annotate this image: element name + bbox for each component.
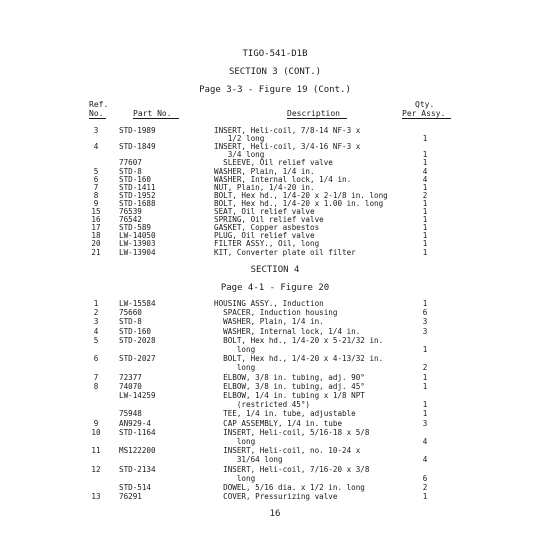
description: WASHER, Plain, 1/4 in. xyxy=(214,166,315,176)
part-number: 76539 xyxy=(119,207,142,216)
quantity: 2 xyxy=(422,190,428,200)
part-number: STD-8 xyxy=(119,166,142,176)
ref-number: 11 xyxy=(91,446,101,456)
table-row xyxy=(0,345,550,354)
ref-number: 20 xyxy=(91,239,101,249)
table-row xyxy=(0,474,550,483)
figure-heading: Page 3-3 - Figure 19 (Cont.) xyxy=(199,85,351,95)
ref-number: 4 xyxy=(93,326,99,336)
ref-number: 8 xyxy=(93,381,99,391)
quantity: 1 xyxy=(422,198,428,208)
quantity: 1 xyxy=(422,492,428,502)
table-row xyxy=(0,299,550,308)
quantity: 2 xyxy=(422,483,428,492)
table-row xyxy=(0,446,550,455)
description: INSERT, Heli-coil, 5/16-18 x 5/8 xyxy=(214,427,370,437)
table-row xyxy=(0,455,550,464)
ref-number: 8 xyxy=(93,190,99,200)
part-number: 76291 xyxy=(119,492,142,502)
part-number: STD-1411 xyxy=(119,182,156,192)
description: CAP ASSEMBLY, 1/4 in. tube xyxy=(214,418,343,428)
part-number: STD-1849 xyxy=(119,142,156,152)
description: SPRING, Oil relief valve xyxy=(214,215,324,225)
section-heading: SECTION 4 xyxy=(250,265,300,275)
description: TEE, 1/4 in. tube, adjustable xyxy=(214,409,356,419)
description: COVER, Pressurizing valve xyxy=(214,492,338,502)
ref-number: 5 xyxy=(93,166,99,176)
partno-header-underline xyxy=(133,118,179,119)
ref-number: 17 xyxy=(91,223,101,233)
part-number: MS122200 xyxy=(119,446,156,456)
quantity: 1 xyxy=(422,372,428,382)
quantity: 1 xyxy=(422,150,428,160)
part-number: 72377 xyxy=(119,372,142,382)
ref-number: 2 xyxy=(93,308,99,318)
part-number: STD-1952 xyxy=(119,190,156,200)
ref-number: 7 xyxy=(93,182,99,192)
description: BOLT, Hex hd., 1/4-20 x 1.00 in. long xyxy=(214,198,384,208)
quantity: 1 xyxy=(422,239,428,249)
ref-number: 6 xyxy=(93,174,99,184)
quantity: 1 xyxy=(422,182,428,192)
quantity: 1 xyxy=(422,345,428,354)
description: long xyxy=(214,437,256,446)
description: PLUG, Oil relief valve xyxy=(214,231,315,241)
part-number: LW-15584 xyxy=(119,299,156,308)
quantity: 6 xyxy=(422,308,428,318)
part-number: 76542 xyxy=(119,215,142,225)
table-row xyxy=(0,373,550,382)
section-heading: SECTION 3 (CONT.) xyxy=(228,67,322,77)
part-number: STD-160 xyxy=(119,174,152,184)
table-row xyxy=(0,465,550,474)
quantity: 1 xyxy=(422,207,428,216)
part-number: LW-13904 xyxy=(119,247,156,257)
quantity: 4 xyxy=(422,455,428,465)
table-row xyxy=(0,391,550,400)
description: 31/64 long xyxy=(214,455,283,465)
table-row xyxy=(0,483,550,492)
part-number: 75948 xyxy=(119,409,142,419)
quantity: 3 xyxy=(422,326,428,336)
description: BOLT, Hex hd., 1/4-20 x 2-1/8 in. long xyxy=(214,190,388,200)
quantity: 3 xyxy=(422,317,428,327)
ref-number: 12 xyxy=(91,464,101,474)
ref-header-underline xyxy=(89,118,106,119)
description: WASHER, Internal lock, 1/4 in. xyxy=(214,174,352,184)
description: INSERT, Heli-coil, 7/8-14 NF-3 x xyxy=(214,126,361,135)
part-number: 75660 xyxy=(119,308,142,318)
part-number: LW-14050 xyxy=(119,231,156,241)
quantity: 1 xyxy=(422,134,428,144)
part-number: STD-1688 xyxy=(119,198,156,208)
ref-number: 4 xyxy=(93,142,99,152)
part-number: LW-14259 xyxy=(119,391,156,400)
table-row xyxy=(0,437,550,446)
quantity: 4 xyxy=(422,174,428,184)
ref-number: 7 xyxy=(93,372,99,382)
part-number: STD-160 xyxy=(119,326,152,336)
description: INSERT, Heli-coil, 7/16-20 x 3/8 xyxy=(214,464,370,474)
description-header-underline xyxy=(287,118,347,119)
description: DOWEL, 5/16 dia. x 1/2 in. long xyxy=(214,483,365,492)
ref-number: 9 xyxy=(93,418,99,428)
description: GASKET, Copper asbestos xyxy=(214,223,320,233)
quantity: 1 xyxy=(422,409,428,419)
quantity: 1 xyxy=(422,223,428,233)
ref-number: 9 xyxy=(93,198,99,208)
description: ELBOW, 1/4 in. tubing x 1/8 NPT xyxy=(214,391,365,400)
description: 1/2 long xyxy=(214,134,265,144)
document-code: TIGO-541-D1B xyxy=(242,49,308,59)
table-row xyxy=(0,400,550,409)
description: FILTER ASSY., Oil, long xyxy=(214,239,320,249)
ref-number: 21 xyxy=(91,247,101,257)
table-row xyxy=(0,382,550,391)
ref-number: 5 xyxy=(93,335,99,345)
description: HOUSING ASSY., Induction xyxy=(214,299,324,308)
description: BOLT, Hex hd., 1/4-20 x 5-21/32 in. xyxy=(214,335,384,345)
quantity: 4 xyxy=(422,437,428,446)
part-number: AN929-4 xyxy=(119,418,152,428)
description: ELBOW, 3/8 in. tubing, adj. 45° xyxy=(214,381,365,391)
description: 3/4 long xyxy=(214,150,265,160)
table-row xyxy=(0,428,550,437)
quantity: 1 xyxy=(422,299,428,308)
table-row xyxy=(0,327,550,336)
description-header: Description xyxy=(287,109,340,118)
description: INSERT, Heli-coil, no. 10-24 x xyxy=(214,446,361,456)
quantity: 1 xyxy=(422,247,428,257)
ref-number: 18 xyxy=(91,231,101,241)
quantity: 3 xyxy=(422,418,428,428)
part-number: 77607 xyxy=(119,158,142,168)
description: NUT, Plain, 1/4-20 in. xyxy=(214,182,315,192)
description: SPACER, Induction housing xyxy=(214,308,338,318)
description: SEAT, Oil relief valve xyxy=(214,207,315,216)
qty-header-line1: Qty. xyxy=(415,100,435,109)
description: WASHER, Plain, 1/4 in. xyxy=(214,317,324,327)
part-number: 74070 xyxy=(119,381,142,391)
quantity: 1 xyxy=(422,400,428,410)
quantity: 1 xyxy=(422,215,428,225)
ref-number: 3 xyxy=(93,126,99,135)
description: long xyxy=(214,473,256,483)
figure-heading: Page 4-1 - Figure 20 xyxy=(220,283,330,293)
description: KIT, Converter plate oil filter xyxy=(214,247,356,257)
table-row xyxy=(0,409,550,418)
part-number: STD-589 xyxy=(119,223,152,233)
quantity: 6 xyxy=(422,473,428,483)
ref-number: 10 xyxy=(91,427,101,437)
table-row xyxy=(0,248,550,257)
page-number: 16 xyxy=(269,509,281,519)
quantity: 4 xyxy=(422,166,428,176)
description: WASHER, Internal lock, 1/4 in. xyxy=(214,326,361,336)
description: (restricted 45°) xyxy=(214,400,311,410)
part-number: STD-514 xyxy=(119,483,152,492)
quantity: 1 xyxy=(422,158,428,168)
part-number: STD-2027 xyxy=(119,354,156,364)
table-row xyxy=(0,336,550,345)
quantity: 1 xyxy=(422,381,428,391)
part-number: STD-2028 xyxy=(119,335,156,345)
ref-number: 1 xyxy=(93,299,99,308)
description: ELBOW, 3/8 in. tubing, adj. 90° xyxy=(214,372,365,382)
table-row xyxy=(0,308,550,317)
part-number: STD-2134 xyxy=(119,464,156,474)
partno-header: Part No. xyxy=(133,109,172,118)
part-number: STD-1164 xyxy=(119,427,156,437)
part-number: STD-8 xyxy=(119,317,142,327)
ref-number: 15 xyxy=(91,207,101,216)
description: long xyxy=(214,345,256,354)
table-row xyxy=(0,419,550,428)
ref-header-line2: No. xyxy=(89,109,104,118)
qty-header-line2: Per Assy. xyxy=(402,109,446,118)
description: long xyxy=(214,363,256,373)
ref-number: 13 xyxy=(91,492,101,502)
ref-number: 3 xyxy=(93,317,99,327)
table-row xyxy=(0,363,550,372)
part-number: STD-1989 xyxy=(119,126,156,135)
ref-number: 6 xyxy=(93,354,99,364)
table-row xyxy=(0,317,550,326)
qty-header-underline xyxy=(402,118,451,119)
ref-header-line1: Ref. xyxy=(89,100,109,109)
description: SLEEVE, Oil relief valve xyxy=(214,158,333,168)
ref-number: 16 xyxy=(91,215,101,225)
part-number: LW-13903 xyxy=(119,239,156,249)
description: INSERT, Heli-coil, 3/4-16 NF-3 x xyxy=(214,142,361,152)
table-row xyxy=(0,354,550,363)
quantity: 1 xyxy=(422,231,428,241)
table-row xyxy=(0,492,550,501)
quantity: 2 xyxy=(422,363,428,373)
description: BOLT, Hex hd., 1/4-20 x 4-13/32 in. xyxy=(214,354,384,364)
